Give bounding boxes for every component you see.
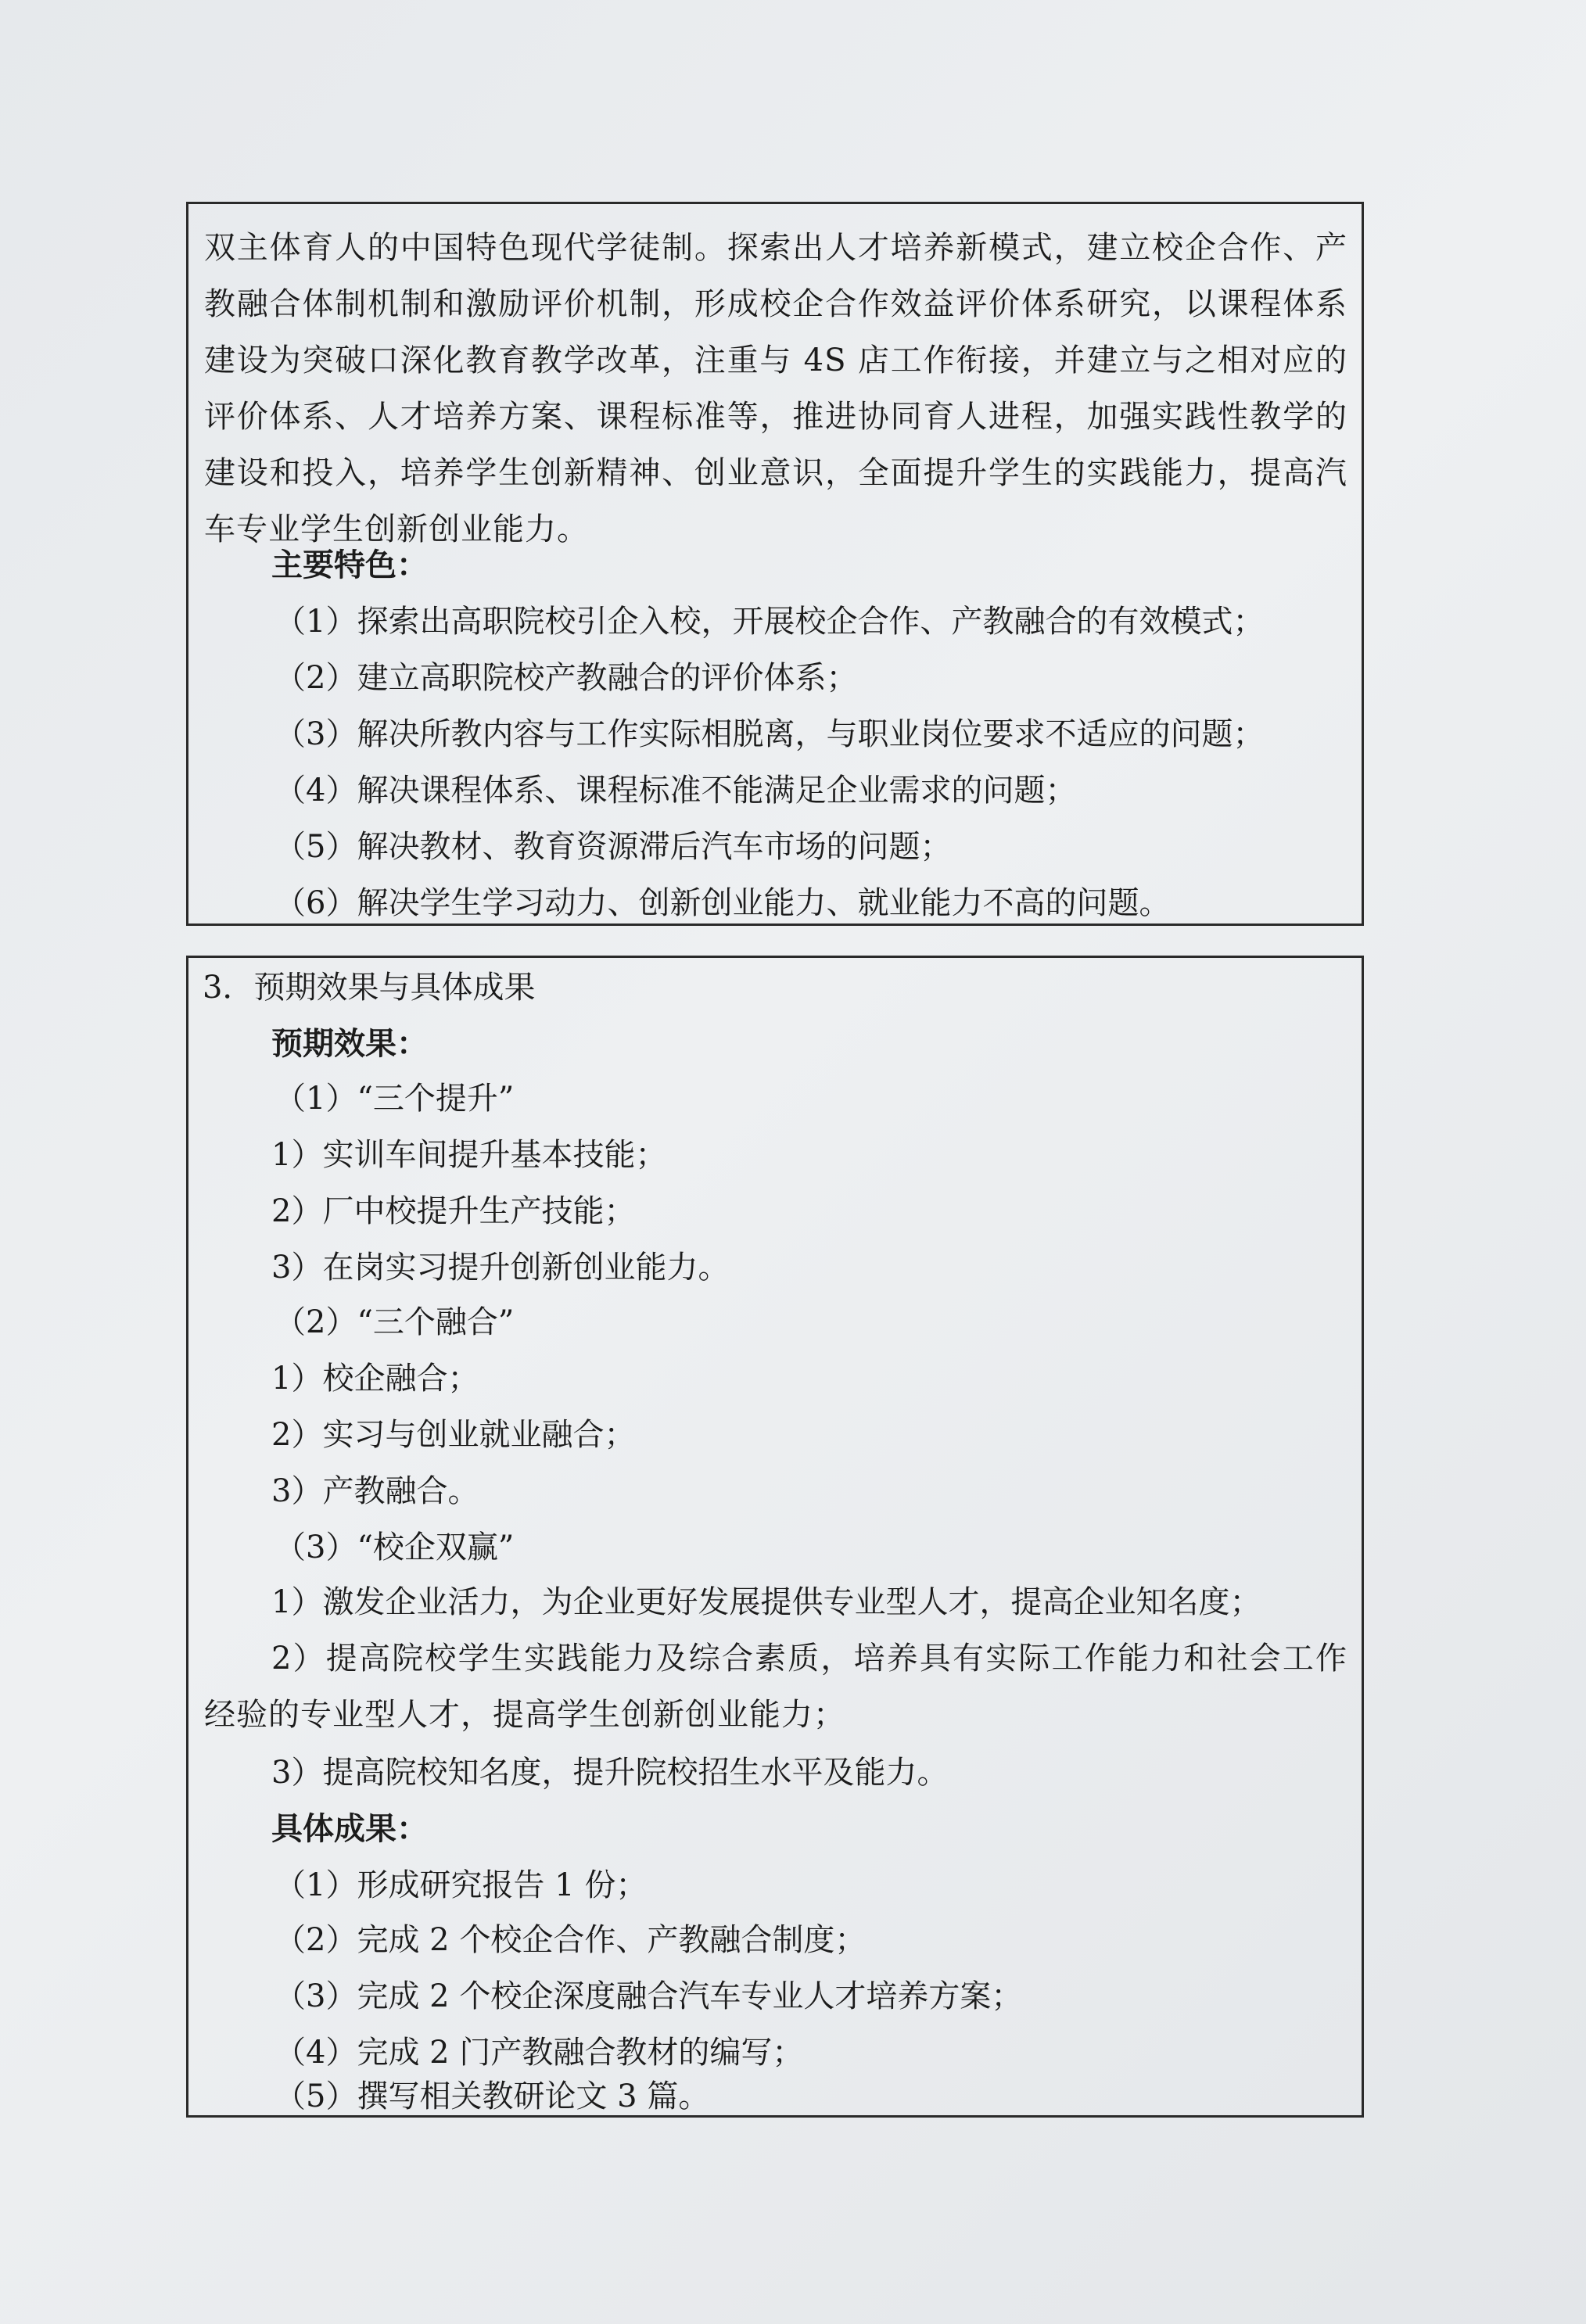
feature-item: （5）解决教材、教育资源滞后汽车市场的问题；	[274, 829, 952, 865]
group-title: （1）“三个提升”	[274, 1081, 515, 1117]
feature-item: （6）解决学生学习动力、创新创业能力、就业能力不高的问题。	[274, 885, 1171, 921]
result-item: （3）完成 2 个校企深度融合汽车专业人才培养方案；	[274, 1978, 1023, 2014]
list-item: 3）在岗实习提升创新创业能力。	[271, 1250, 730, 1286]
result-item: （1）形成研究报告 1 份；	[274, 1867, 648, 1903]
result-item: （4）完成 2 门产教融合教材的编写；	[274, 2035, 804, 2071]
section-title: 3．预期效果与具体成果	[203, 970, 536, 1006]
list-item: 1）激发企业活力，为企业更好发展提供专业型人才，提高企业知名度；	[271, 1584, 1261, 1620]
list-item: 2）厂中校提升生产技能；	[271, 1193, 636, 1229]
group-title: （2）“三个融合”	[274, 1304, 515, 1340]
list-item-wrapped: 2）提高院校学生实践能力及综合素质，培养具有实际工作能力和社会工作经验的专业型人才，提高学生创新创业能力；	[204, 1641, 1347, 1733]
intro-paragraph: 双主体育人的中国特色现代学徒制。探索出人才培养新模式，建立校企合作、产教融合体制机制和激励评价机制，形成校企合作效益评价体系研究，以课程体系建设为突破口深化教育教学改革，注重与 4S 店工作衔接，并建立与之相对应的评价体系、人才培养方案、课程标准等，推进协同育人进程，加强实践性教学的建设和投入，培养学生创新精神、创业意识，全面提升学生的实践能力，提高汽车专业学生创新创业能力。	[204, 230, 1347, 547]
expected-results-box	[186, 956, 1364, 2118]
effects-heading: 预期效果：	[271, 1025, 428, 1062]
group-title: （3）“校企双赢”	[274, 1530, 515, 1565]
list-item: 1）实训车间提升基本技能；	[271, 1137, 667, 1173]
feature-item: （2）建立高职院校产教融合的评价体系；	[274, 660, 858, 696]
list-item: 1）校企融合；	[271, 1361, 479, 1397]
feature-item: （1）探索出高职院校引企入校，开展校企合作、产教融合的有效模式；	[274, 604, 1265, 640]
result-item: （2）完成 2 个校企合作、产教融合制度；	[274, 1922, 867, 1958]
feature-item: （4）解决课程体系、课程标准不能满足企业需求的问题；	[274, 773, 1077, 809]
list-item: 3）提高院校知名度，提升院校招生水平及能力。	[271, 1755, 949, 1791]
features-box	[186, 202, 1364, 926]
list-item: 2）实习与创业就业融合；	[271, 1417, 636, 1453]
feature-item: （3）解决所教内容与工作实际相脱离，与职业岗位要求不适应的问题；	[274, 716, 1265, 752]
results-heading: 具体成果：	[271, 1810, 428, 1847]
result-item: （5）撰写相关教研论文 3 篇。	[274, 2078, 710, 2114]
list-item: 3）产教融合。	[271, 1473, 479, 1509]
features-heading: 主要特色：	[271, 547, 428, 583]
